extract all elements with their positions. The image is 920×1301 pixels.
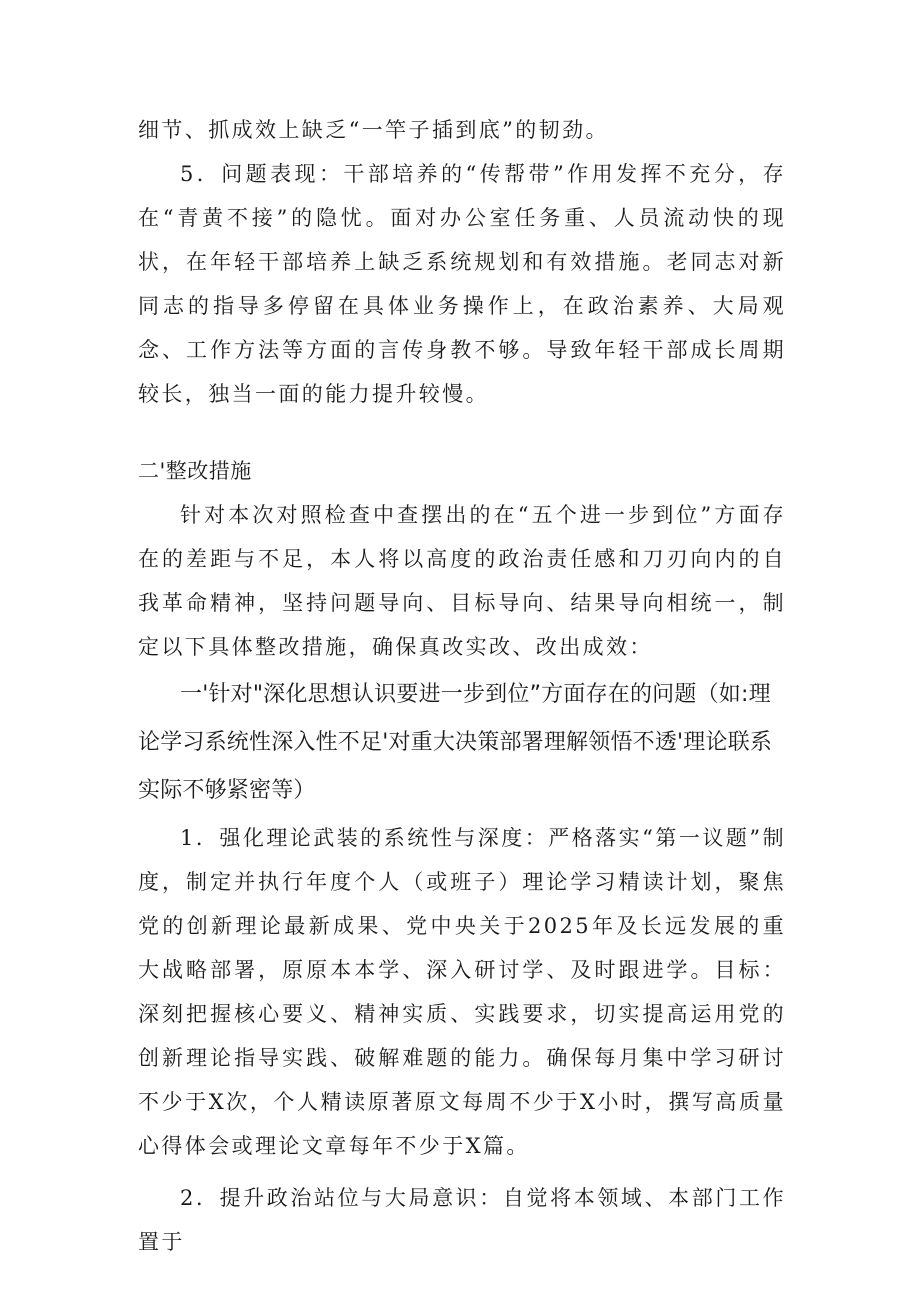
paragraph-problem-5: 5．问题表现：干部培养的“传帮带”作用发挥不充分，存在“青黄不接”的隐忧。面对办公室任务重、人员流动快的现状，在年轻干部培养上缺乏系统规划和有效措施。老同志对新同志的指导多停留在具体业务操作上，在政治素养、大局观念、工作方法等方面的言传身教不够。导致年轻干部成长周期较长，独当一面的能力提升较慢。 [138, 162, 786, 406]
paragraph-continuation: 细节、抓成效上缺乏“一竿子插到底”的韧劲。 [138, 118, 609, 142]
section-heading-rectification: 二'整改措施 [138, 459, 252, 483]
paragraph-intro: 针对本次对照检查中查摆出的在“五个进一步到位”方面存在的差距与不足，本人将以高度的政治责任感和刀刃向内的自我革命精神，坚持问题导向、目标导向、结果导向相统一，制定以下具体整改措施，确保真改实改、改出成效： [138, 503, 786, 659]
document-body [138, 108, 786, 1264]
list-item-measure-2: 2．提升政治站位与大局意识：自觉将本领域、本部门工作置于 [138, 1186, 786, 1254]
list-item-measure-1: 1．强化理论武装的系统性与深度：严格落实“第一议题”制度，制定并执行年度个人（或班子）理论学习精读计划，聚焦党的创新理论最新成果、党中央关于2025年及长远发展的重大战略部署，原原本本学、深入研讨学、及时跟进学。目标：深刻把握核心要义、精神实质、实践要求，切实提高运用党的创新理论指导实践、破解难题的能力。确保每月集中学习研讨不少于X次，个人精读原著原文每周不少于X小时，撰写高质量心得体会或理论文章每年不少于X篇。 [138, 826, 786, 1158]
sub-heading-ideological: 一'针对"深化思想认识要进一步到位”方面存在的问题（如:理论学习系统性深入性不足'对重大决策部署理解领悟不透'理论联系实际不够紧密等） [138, 682, 773, 803]
